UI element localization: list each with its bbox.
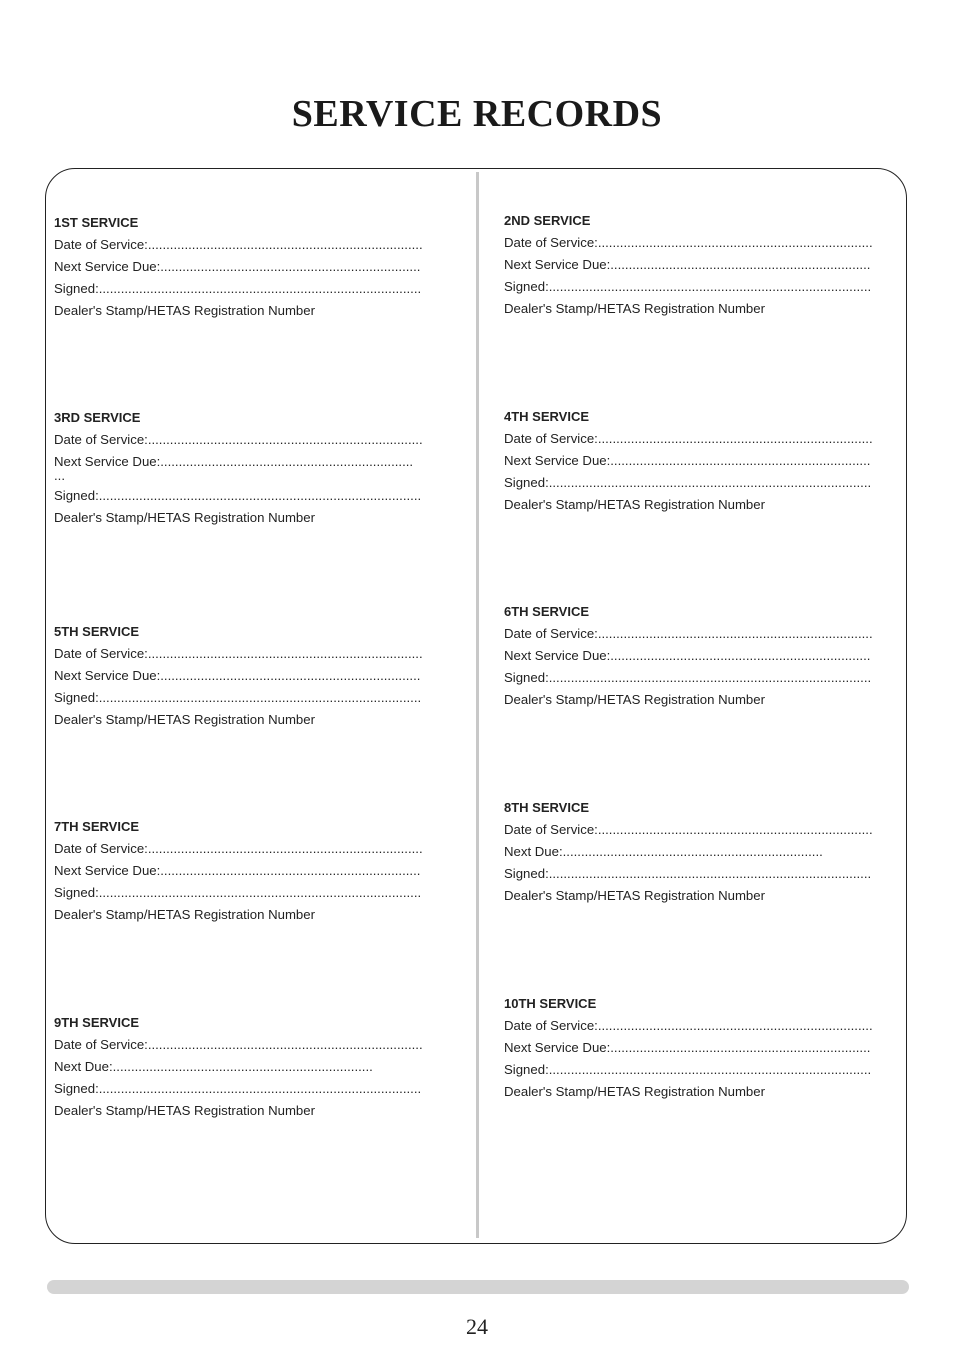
service-record-4	[504, 406, 898, 516]
next-service-due-field: Next Service Due:.......................................................................	[504, 257, 871, 272]
next-due-field: Next Due:.......................................................................	[54, 1059, 373, 1074]
service-heading: 2ND SERVICE	[504, 213, 591, 228]
service-heading: 3RD SERVICE	[54, 410, 141, 425]
dealer-stamp-label: Dealer's Stamp/HETAS Registration Number	[54, 510, 315, 525]
next-service-due-field: Next Service Due:.......................................................................	[54, 259, 421, 274]
next-service-due-field: Next Service Due:.......................................................................	[54, 668, 421, 683]
service-heading: 5TH SERVICE	[54, 624, 140, 639]
dealer-stamp-label: Dealer's Stamp/HETAS Registration Number	[54, 907, 315, 922]
service-heading: 7TH SERVICE	[54, 819, 140, 834]
next-service-due-field: Next Service Due:.......................................................................	[504, 648, 871, 663]
date-of-service-field: Date of Service:...........................................................................	[504, 1018, 873, 1033]
dealer-stamp-label: Dealer's Stamp/HETAS Registration Number	[504, 497, 765, 512]
service-record-6	[504, 601, 898, 711]
service-record-3	[54, 407, 448, 529]
signed-field: Signed:........................................................................................	[54, 690, 422, 705]
date-of-service-field: Date of Service:...........................................................................	[504, 626, 873, 641]
signed-field: Signed:........................................................................................	[504, 475, 872, 490]
service-record-8	[504, 797, 898, 907]
signed-field: Signed:........................................................................................	[54, 885, 422, 900]
date-of-service-field: Date of Service:...........................................................................	[54, 1037, 423, 1052]
signed-field: Signed:........................................................................................	[54, 488, 422, 503]
dealer-stamp-label: Dealer's Stamp/HETAS Registration Number	[504, 301, 765, 316]
dealer-stamp-label: Dealer's Stamp/HETAS Registration Number	[504, 888, 765, 903]
service-record-5	[54, 621, 448, 731]
date-of-service-field: Date of Service:...........................................................................	[54, 646, 423, 661]
dealer-stamp-label: Dealer's Stamp/HETAS Registration Number	[504, 1084, 765, 1099]
date-of-service-field: Date of Service:...........................................................................	[54, 237, 423, 252]
next-service-due-field: Next Service Due:.......................................................................	[504, 1040, 871, 1055]
signed-field: Signed:........................................................................................	[504, 866, 872, 881]
dealer-stamp-label: Dealer's Stamp/HETAS Registration Number	[54, 303, 315, 318]
signed-field: Signed:........................................................................................	[504, 1062, 872, 1077]
service-record-9	[54, 1012, 448, 1122]
service-heading: 1ST SERVICE	[54, 215, 139, 230]
service-heading: 6TH SERVICE	[504, 604, 590, 619]
service-heading: 4TH SERVICE	[504, 409, 590, 424]
page-title: SERVICE RECORDS	[291, 93, 663, 135]
dealer-stamp-label: Dealer's Stamp/HETAS Registration Number	[54, 712, 315, 727]
column-divider	[476, 172, 479, 1238]
date-of-service-field: Date of Service:...........................................................................	[54, 432, 423, 447]
signed-field: Signed:........................................................................................	[504, 279, 872, 294]
signed-field: Signed:........................................................................................	[54, 281, 422, 296]
next-service-due-field: Next Service Due:.......................................................................	[54, 863, 421, 878]
footer-bar	[47, 1280, 909, 1294]
service-record-2	[504, 210, 898, 320]
service-heading: 8TH SERVICE	[504, 800, 590, 815]
next-service-due-continuation: ...	[54, 469, 65, 483]
service-heading: 9TH SERVICE	[54, 1015, 140, 1030]
page-number: 24	[466, 1314, 488, 1339]
dealer-stamp-label: Dealer's Stamp/HETAS Registration Number	[504, 692, 765, 707]
date-of-service-field: Date of Service:...........................................................................	[504, 431, 873, 446]
date-of-service-field: Date of Service:...........................................................................	[504, 822, 873, 837]
next-service-due-field: Next Service Due:.....................................................................	[54, 454, 414, 469]
dealer-stamp-label: Dealer's Stamp/HETAS Registration Number	[54, 1103, 315, 1118]
date-of-service-field: Date of Service:...........................................................................	[54, 841, 423, 856]
next-due-field: Next Due:.......................................................................	[504, 844, 823, 859]
signed-field: Signed:........................................................................................	[54, 1081, 422, 1096]
next-service-due-field: Next Service Due:.......................................................................	[504, 453, 871, 468]
service-record-7	[54, 816, 448, 926]
service-heading: 10TH SERVICE	[504, 996, 597, 1011]
signed-field: Signed:........................................................................................	[504, 670, 872, 685]
service-record-10	[504, 993, 898, 1103]
date-of-service-field: Date of Service:...........................................................................	[504, 235, 873, 250]
service-record-1	[54, 212, 448, 322]
